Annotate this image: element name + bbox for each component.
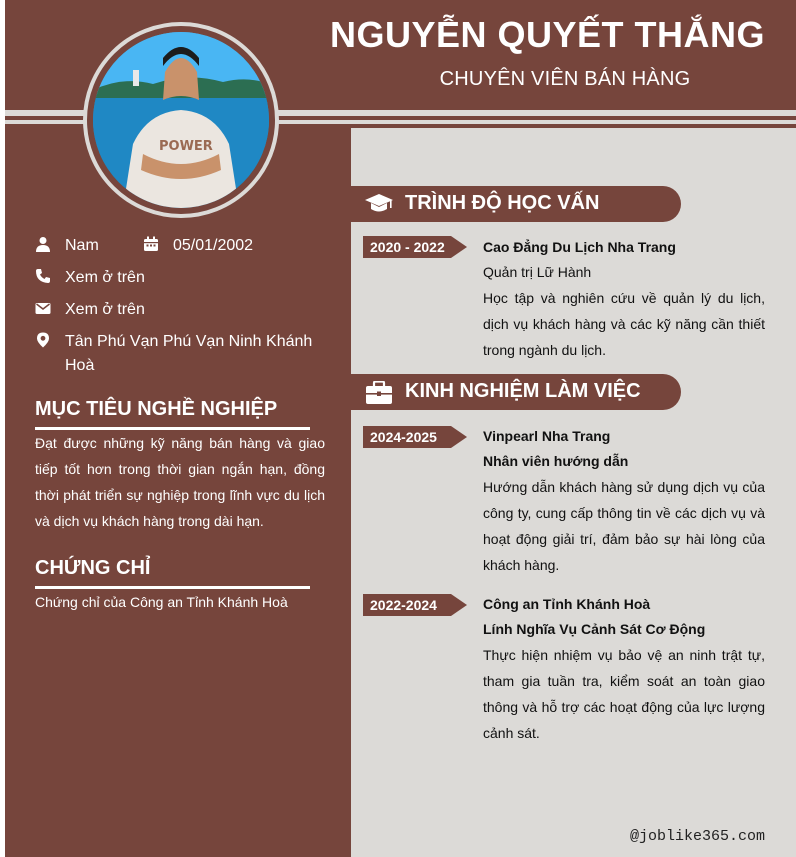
experience-period: 2022-2024 [370, 597, 437, 613]
company-name: Công an Tỉnh Khánh Hoà [483, 596, 651, 612]
experience-period-tag [363, 426, 467, 448]
experience-description: Thực hiện nhiệm vụ bảo vệ an ninh trật tự, tham gia tuần tra, kiểm soát an toàn giao thông và hỗ trợ các hoạt động của lực lượng cảnh sát. [483, 647, 765, 741]
address-row [35, 332, 325, 380]
job-title: CHUYÊN VIÊN BÁN HÀNG [439, 68, 691, 90]
birthdate: 05/01/2002 [173, 237, 254, 254]
education-heading: TRÌNH ĐỘ HỌC VẤN [405, 192, 600, 214]
email: Xem ở trên [65, 301, 145, 318]
phone: Xem ở trên [65, 269, 145, 286]
envelope-icon [35, 300, 51, 316]
job-role: Nhân viên hướng dẫn [483, 453, 629, 469]
education-section-header [351, 186, 681, 222]
experience-description: Hướng dẫn khách hàng sử dụng dịch vụ của công ty, cung cấp thông tin về các dịch vụ và hoạt động giải trí, đảm bảo sự hài lòng của khách hàng. [483, 479, 765, 573]
cv-page [5, 0, 796, 857]
school-name: Cao Đẳng Du Lịch Nha Trang [483, 239, 676, 255]
experience-period-tag [363, 594, 467, 616]
company-name: Vinpearl Nha Trang [483, 428, 611, 444]
avatar [93, 32, 269, 208]
calendar-icon [143, 236, 159, 252]
major: Quản trị Lữ Hành [483, 264, 592, 280]
user-icon [35, 236, 51, 252]
birthdate-row [143, 236, 293, 256]
phone-icon [35, 268, 51, 284]
education-description: Học tập và nghiên cứu về quản lý du lịch, dịch vụ khách hàng và các kỹ năng cần thiết trong ngành du lịch. [483, 290, 765, 358]
experience-period: 2024-2025 [370, 429, 437, 445]
gender-row [35, 236, 145, 256]
certificates-heading: CHỨNG CHỈ [35, 557, 151, 579]
email-row [35, 300, 285, 320]
graduation-cap-icon [365, 193, 393, 215]
experience-heading: KINH NGHIỆM LÀM VIỆC [405, 380, 641, 402]
phone-row [35, 268, 285, 288]
address: Tân Phú Vạn Phú Vạn Ninh Khánh Hoà [65, 333, 313, 374]
education-period: 2020 - 2022 [370, 239, 445, 255]
candidate-name: NGUYỄN QUYẾT THẮNG [329, 14, 765, 55]
certificate-text: Chứng chỉ của Công an Tỉnh Khánh Hoà [35, 594, 288, 610]
briefcase-icon [365, 381, 393, 405]
gender: Nam [65, 237, 99, 254]
objective-heading: MỤC TIÊU NGHỀ NGHIỆP [35, 398, 278, 420]
education-period-tag [363, 236, 467, 258]
experience-section-header [351, 374, 681, 410]
shirt-print: POWER [159, 139, 213, 154]
objective-text: Đạt được những kỹ năng bán hàng và giao tiếp tốt hơn trong thời gian ngắn hạn, đồng thời phát triển sự nghiệp trong lĩnh vực du lịch và dịch vụ khách hàng trong dài hạn. [35, 435, 325, 529]
job-role: Lính Nghĩa Vụ Cảnh Sát Cơ Động [483, 621, 706, 637]
watermark: @joblike365.com [629, 828, 765, 845]
location-pin-icon [35, 332, 51, 348]
